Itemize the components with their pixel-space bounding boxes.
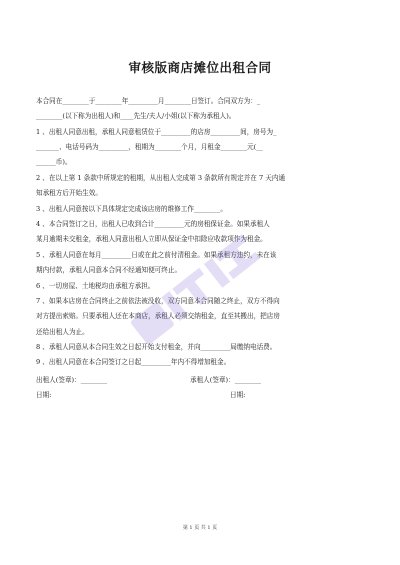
contract-line: 对方提出索赔。只要承租人还在本商店，承租人必须交纳租金，直至其搬出，把店房 (36, 312, 280, 320)
contract-line: ________(以下称为出租人)和____先生/夫人/小姐(以下称为承租人)。 (36, 112, 236, 120)
lessee-signature: 承租人(签章)：________ (190, 376, 262, 384)
contract-line: 期内付款，承租人同意本合同不经通知便可终止。 (36, 266, 182, 274)
contract-line: 知承租方后开始生效。 (36, 189, 102, 197)
contract-line: ______币)。 (36, 158, 72, 166)
contract-line: 3 、出租人同意按以下具体规定完成该店房的维修工作________。 (36, 205, 227, 213)
page-number: 第 1 页 共 1 页 (182, 525, 218, 531)
contract-line: 还给出租人为止。 (36, 328, 89, 336)
contract-line: 4 、本合同签订之日，出租人已收到合计_________元的房租保证金。如果承租人 (36, 220, 270, 228)
contract-line: 7 、如果本店房在合同终止之前依法被没收，双方同意本合同随之终止，双方不得向 (36, 297, 280, 305)
contract-line: 8 、承租人同意从本合同生效之日起开始支付租金，并向_________局缴纳电话费。 (36, 343, 277, 351)
contract-line: 1 、出租人同意出租，承租人同意租赁位于_________的店房_________间，房号为_ (36, 128, 277, 136)
contract-line: 6 、一切房屋、土地税均由承租方承担。 (36, 282, 155, 290)
lessor-signature: 出租人(签章)：________ (36, 376, 108, 384)
lessee-date: 日期: (230, 391, 246, 399)
contract-line: _______、电话号码为_________，租期为________个月，月租金________元(__ (36, 143, 263, 151)
contract-line: 5 、承租人同意在每月_________日或在此之前付清租金。如果承租方违约，未在该 (36, 251, 277, 259)
contract-title: 审核版商店摊位出租合同 (128, 60, 272, 75)
contract-line: 2 、在以上第 1 条款中所规定的租期，从出租人完成第 3 条款所有规定并在 7 天内通 (36, 174, 286, 182)
lessor-date: 日期: (36, 391, 52, 399)
contract-line: 某月逾期未交租金，承租人同意出租人立即从保证金中扣除应收款项作为租金。 (36, 235, 267, 243)
contract-line: 本合同在________于________年_________月________日签订。合同双方为：_ (36, 97, 261, 105)
contract-line: 9 、出租人同意在本合同签订之日起_________年内不得增加租金。 (36, 358, 231, 366)
